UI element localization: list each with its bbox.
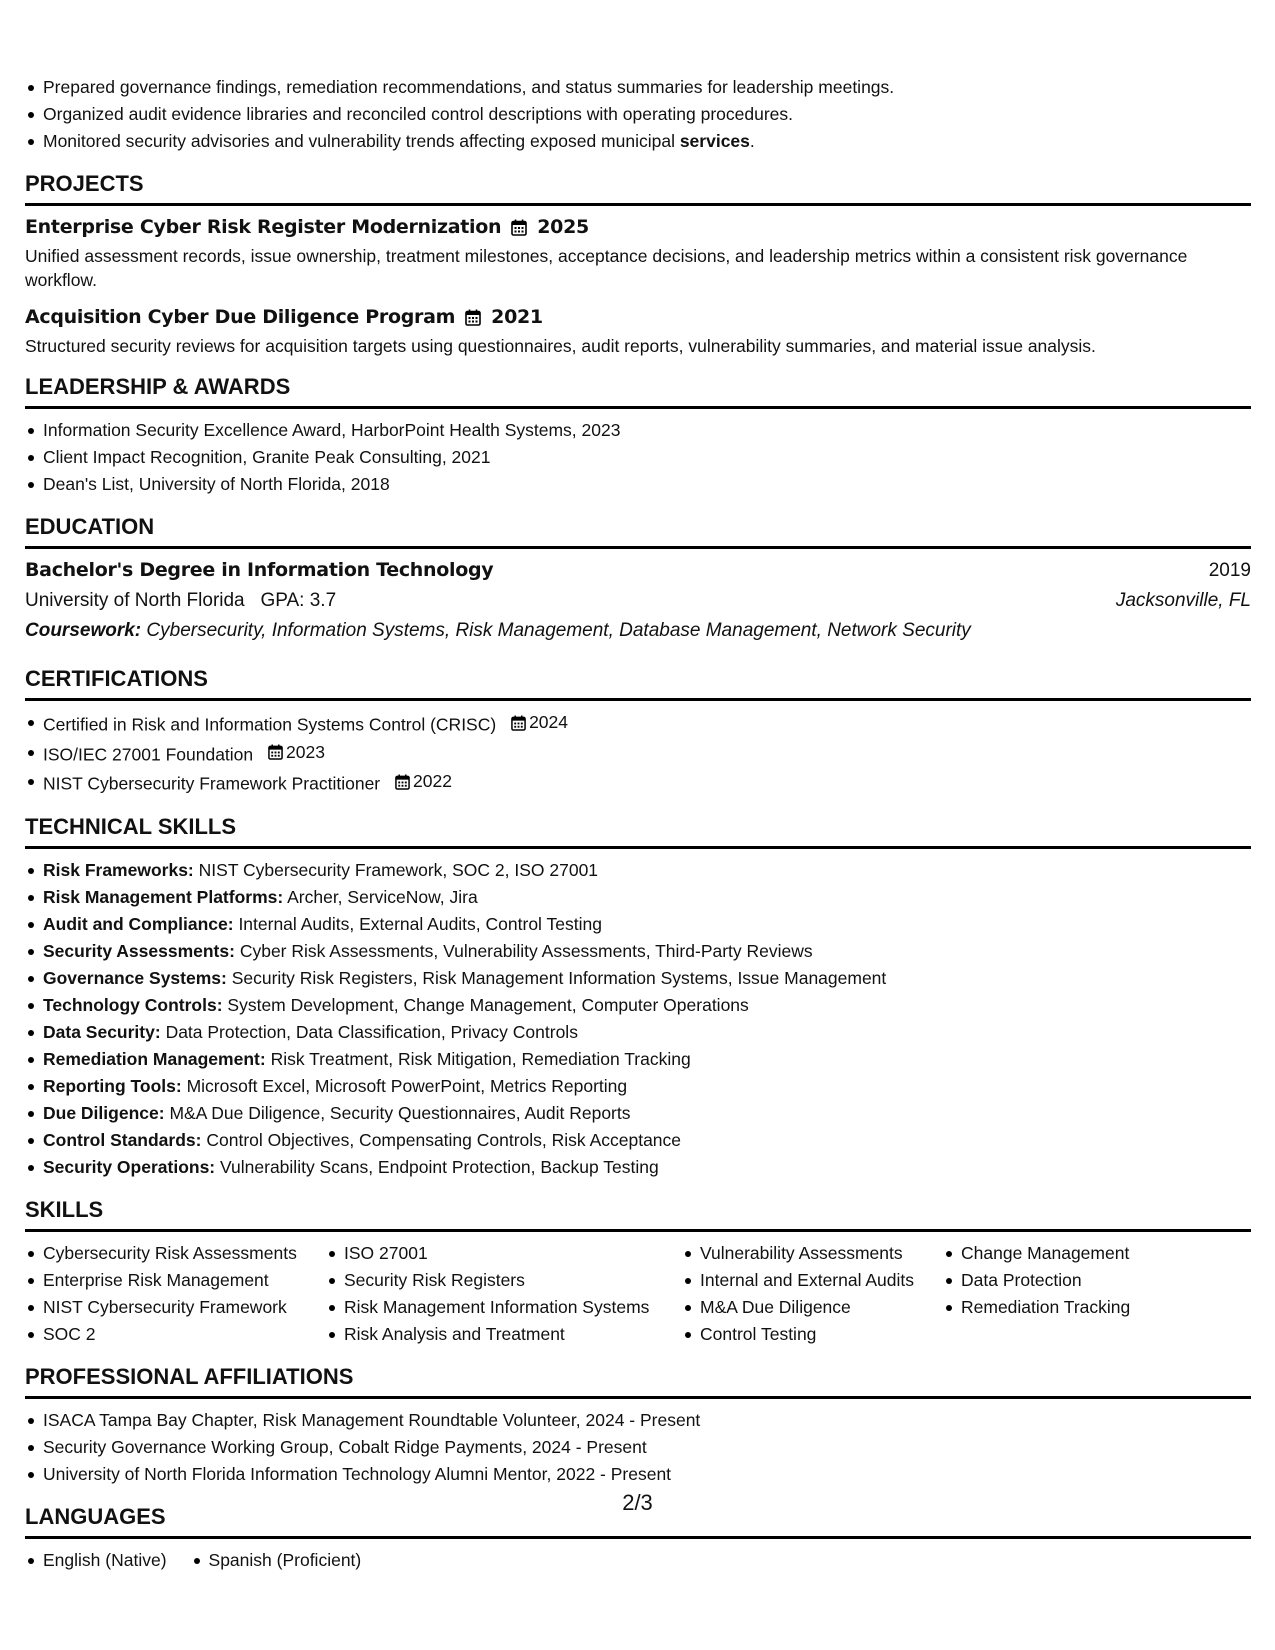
skill-values: Vulnerability Scans, Endpoint Protection, Backup Testing bbox=[220, 1156, 659, 1177]
technical-skill-item bbox=[25, 1100, 1251, 1127]
school-name: University of North Florida bbox=[25, 590, 245, 611]
awards-list bbox=[25, 417, 1251, 498]
technical-skill-item bbox=[25, 965, 1251, 992]
coursework-list: Cybersecurity, Information Systems, Risk Management, Database Management, Network Security bbox=[146, 620, 971, 641]
skill-values: NIST Cybersecurity Framework, SOC 2, ISO 27001 bbox=[198, 859, 599, 880]
affiliations-section bbox=[25, 1362, 1251, 1488]
skill-item: Risk Management Information Systems bbox=[326, 1294, 682, 1321]
page-number: 2/3 bbox=[622, 1490, 653, 1515]
section-title: LEADERSHIP & AWARDS bbox=[25, 372, 1251, 409]
skill-category: Risk Management Platforms: bbox=[43, 886, 284, 907]
skill-category: Security Operations: bbox=[43, 1156, 216, 1177]
skill-values: Control Objectives, Compensating Controls, Risk Acceptance bbox=[206, 1129, 682, 1150]
skill-category: Remediation Management: bbox=[43, 1048, 266, 1069]
experience-bullets bbox=[25, 74, 1251, 155]
certification-year: 2022 bbox=[413, 771, 452, 791]
project-description: Structured security reviews for acquisition targets using questionnaires, audit reports, vulnerability summaries, and material issue analysis. bbox=[25, 336, 1096, 356]
technical-skill-item bbox=[25, 1046, 1251, 1073]
skill-item: SOC 2 bbox=[25, 1321, 326, 1348]
calendar-icon bbox=[268, 744, 283, 760]
calendar-icon bbox=[511, 715, 526, 731]
section-title: TECHNICAL SKILLS bbox=[25, 812, 1251, 849]
skill-item: Enterprise Risk Management bbox=[25, 1267, 326, 1294]
certification-name: NIST Cybersecurity Framework Practitioner bbox=[43, 773, 381, 794]
affiliation-item: Security Governance Working Group, Cobalt Ridge Payments, 2024 - Present bbox=[25, 1434, 1251, 1461]
skill-values: Cyber Risk Assessments, Vulnerability Assessments, Third-Party Reviews bbox=[239, 940, 813, 961]
technical-skill-item bbox=[25, 857, 1251, 884]
award-item: Dean's List, University of North Florida, 2018 bbox=[25, 471, 1251, 498]
certification-year: 2024 bbox=[529, 712, 569, 732]
skills-column bbox=[943, 1240, 1243, 1348]
award-item: Client Impact Recognition, Granite Peak Consulting, 2021 bbox=[25, 444, 1251, 471]
technical-skill-item bbox=[25, 911, 1251, 938]
technical-skill-item bbox=[25, 938, 1251, 965]
affiliation-item: ISACA Tampa Bay Chapter, Risk Management Roundtable Volunteer, 2024 - Present bbox=[25, 1407, 1251, 1434]
certification-name: Certified in Risk and Information Systems Control (CRISC) bbox=[43, 714, 497, 735]
affiliation-item: University of North Florida Information Technology Alumni Mentor, 2022 - Present bbox=[25, 1461, 1251, 1488]
experience-bullet: Organized audit evidence libraries and reconciled control descriptions with operating procedures. bbox=[25, 101, 1251, 128]
section-title: LANGUAGES bbox=[25, 1502, 1251, 1539]
languages-list bbox=[25, 1547, 1251, 1574]
project-year: 2025 bbox=[537, 216, 589, 238]
technical-skill-item bbox=[25, 1127, 1251, 1154]
technical-skills-list bbox=[25, 857, 1251, 1181]
skill-values: System Development, Change Management, Computer Operations bbox=[227, 994, 749, 1015]
coursework bbox=[25, 616, 1251, 646]
skill-category: Security Assessments: bbox=[43, 940, 235, 961]
skill-item: Vulnerability Assessments bbox=[682, 1240, 943, 1267]
technical-skill-item bbox=[25, 1073, 1251, 1100]
calendar-icon bbox=[465, 309, 481, 326]
resume-page bbox=[25, 74, 1251, 1574]
skill-values: M&A Due Diligence, Security Questionnaires, Audit Reports bbox=[169, 1102, 631, 1123]
section-title: SKILLS bbox=[25, 1195, 1251, 1232]
skill-category: Due Diligence: bbox=[43, 1102, 165, 1123]
certifications-list bbox=[25, 709, 1251, 798]
skill-item: M&A Due Diligence bbox=[682, 1294, 943, 1321]
skills-grid bbox=[25, 1240, 1251, 1348]
skill-category: Audit and Compliance: bbox=[43, 913, 234, 934]
skill-item: Cybersecurity Risk Assessments bbox=[25, 1240, 326, 1267]
skill-category: Technology Controls: bbox=[43, 994, 223, 1015]
skill-values: Risk Treatment, Risk Mitigation, Remediation Tracking bbox=[270, 1048, 691, 1069]
gpa: GPA: 3.7 bbox=[260, 590, 337, 611]
certifications-section bbox=[25, 664, 1251, 798]
education-entry bbox=[25, 555, 1251, 646]
certification-name: ISO/IEC 27001 Foundation bbox=[43, 744, 254, 764]
certification-item bbox=[25, 709, 1251, 739]
affiliations-list bbox=[25, 1407, 1251, 1488]
skill-category: Data Security: bbox=[43, 1021, 161, 1042]
section-title: PROFESSIONAL AFFILIATIONS bbox=[25, 1362, 1251, 1399]
skill-item: NIST Cybersecurity Framework bbox=[25, 1294, 326, 1321]
technical-skill-item bbox=[25, 992, 1251, 1019]
skill-item: Change Management bbox=[943, 1240, 1243, 1267]
language-item: Spanish (Proficient) bbox=[191, 1547, 362, 1574]
skill-item: Internal and External Audits bbox=[682, 1267, 943, 1294]
section-title: PROJECTS bbox=[25, 169, 1251, 206]
projects-section bbox=[25, 169, 1251, 358]
graduation-year: 2019 bbox=[1208, 560, 1251, 581]
project-year: 2021 bbox=[491, 306, 543, 328]
skill-values: Data Protection, Data Classification, Privacy Controls bbox=[165, 1021, 578, 1042]
skills-column bbox=[326, 1240, 682, 1348]
degree: Bachelor's Degree in Information Technology bbox=[25, 559, 494, 581]
project-name: Enterprise Cyber Risk Register Modernization bbox=[25, 216, 502, 238]
technical-skill-item bbox=[25, 884, 1251, 911]
technical-skill-item bbox=[25, 1019, 1251, 1046]
calendar-icon bbox=[511, 219, 527, 236]
project-description: Unified assessment records, issue ownership, treatment milestones, acceptance decisions, and leadership metrics within a consistent risk governance workflow. bbox=[25, 246, 1188, 290]
skill-category: Risk Frameworks: bbox=[43, 859, 194, 880]
technical-skills-section bbox=[25, 812, 1251, 1181]
skill-values: Security Risk Registers, Risk Management Information Systems, Issue Management bbox=[231, 967, 887, 988]
award-item: Information Security Excellence Award, HarborPoint Health Systems, 2023 bbox=[25, 417, 1251, 444]
skill-item: Control Testing bbox=[682, 1321, 943, 1348]
skill-values: Microsoft Excel, Microsoft PowerPoint, Metrics Reporting bbox=[186, 1075, 628, 1096]
technical-skill-item bbox=[25, 1154, 1251, 1181]
project-item bbox=[25, 214, 1251, 292]
experience-bullet: Monitored security advisories and vulnerability trends affecting exposed municipal services. bbox=[25, 128, 1251, 155]
certification-item bbox=[25, 768, 1251, 798]
school-location: Jacksonville, FL bbox=[1115, 590, 1251, 611]
education-section bbox=[25, 512, 1251, 646]
section-title: EDUCATION bbox=[25, 512, 1251, 549]
awards-section bbox=[25, 372, 1251, 498]
coursework-label: Coursework: bbox=[25, 620, 142, 641]
skill-category: Reporting Tools: bbox=[43, 1075, 182, 1096]
skill-item: Data Protection bbox=[943, 1267, 1243, 1294]
skill-category: Governance Systems: bbox=[43, 967, 227, 988]
skill-category: Control Standards: bbox=[43, 1129, 202, 1150]
project-item bbox=[25, 304, 1251, 358]
calendar-icon bbox=[395, 774, 410, 790]
skills-column bbox=[25, 1240, 326, 1348]
language-item: English (Native) bbox=[25, 1547, 167, 1574]
section-title: CERTIFICATIONS bbox=[25, 664, 1251, 701]
skills-column bbox=[682, 1240, 943, 1348]
skills-section bbox=[25, 1195, 1251, 1348]
skill-item: Remediation Tracking bbox=[943, 1294, 1243, 1321]
certification-year: 2023 bbox=[286, 741, 325, 762]
certification-item bbox=[25, 739, 1251, 769]
experience-bullet: Prepared governance findings, remediation recommendations, and status summaries for leadership meetings. bbox=[25, 74, 1251, 101]
skill-item: Security Risk Registers bbox=[326, 1267, 682, 1294]
skill-values: Archer, ServiceNow, Jira bbox=[287, 886, 478, 907]
skill-values: Internal Audits, External Audits, Control Testing bbox=[238, 913, 602, 934]
project-name: Acquisition Cyber Due Diligence Program bbox=[25, 306, 456, 328]
skill-item: Risk Analysis and Treatment bbox=[326, 1321, 682, 1348]
skill-item: ISO 27001 bbox=[326, 1240, 682, 1267]
